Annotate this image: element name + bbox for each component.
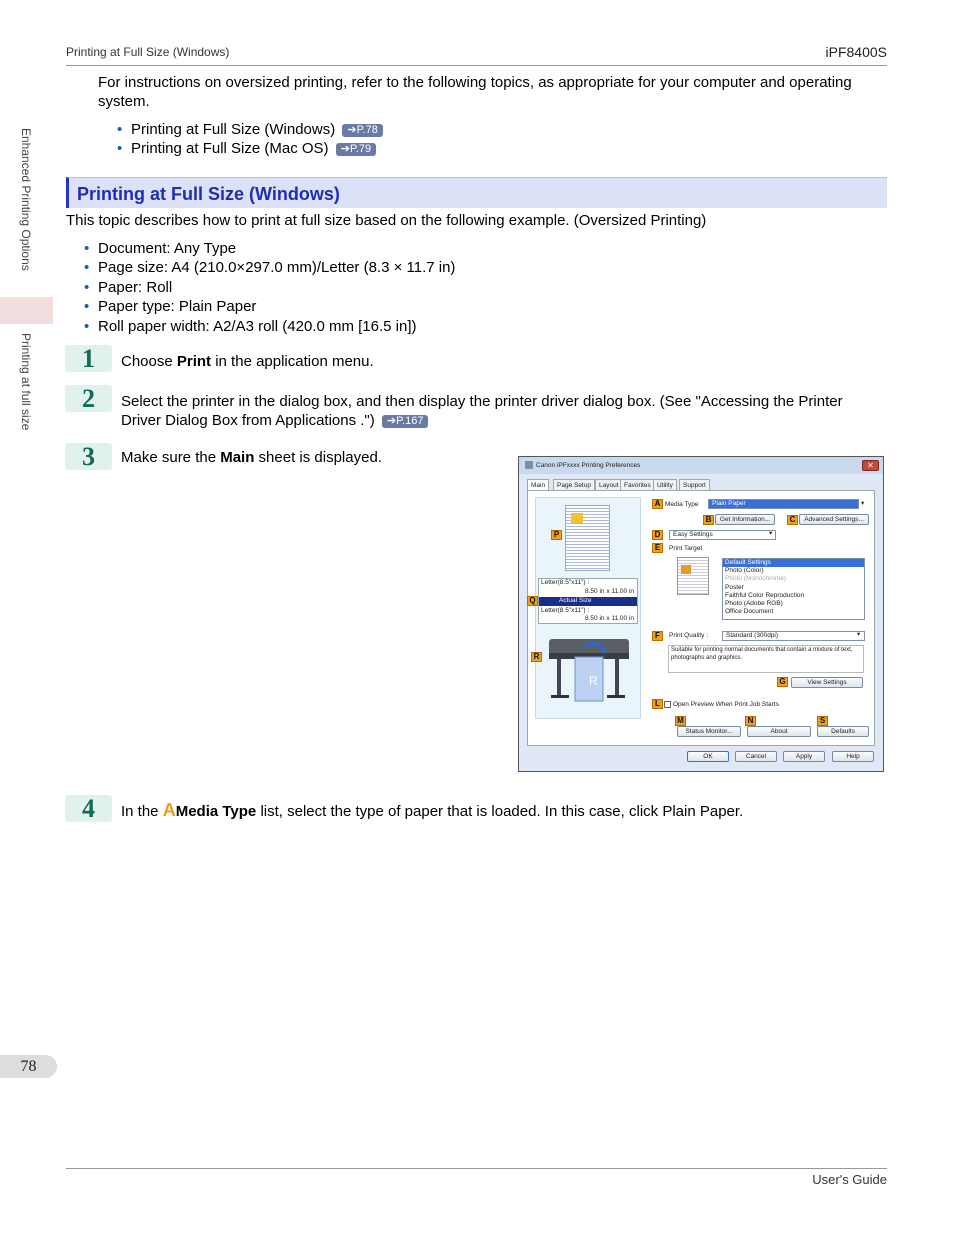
open-preview-label: Open Preview When Print Job Starts — [673, 701, 779, 708]
page-number: 78 — [0, 1055, 57, 1078]
defaults-button[interactable]: Defaults — [817, 726, 869, 737]
callout-label: A — [652, 499, 663, 509]
section-title: Printing at Full Size (Windows) — [77, 184, 340, 204]
step-number: 3 — [65, 443, 112, 470]
topic-link[interactable]: Printing at Full Size (Mac OS) — [131, 140, 329, 158]
step-number: 2 — [65, 385, 112, 412]
sidebar-chapter: Enhanced Printing Options — [19, 128, 33, 271]
size-text: Letter(8.5"x11") : — [541, 579, 590, 586]
cancel-button[interactable]: Cancel — [735, 751, 777, 762]
page-ref[interactable]: ➔P.79 — [336, 143, 376, 156]
view-settings-button[interactable]: View Settings — [791, 677, 863, 688]
callout-label: D — [652, 530, 663, 540]
header-divider — [66, 65, 887, 66]
example-item: • Paper type: Plain Paper — [83, 297, 455, 316]
topic-list — [116, 120, 383, 159]
sidebar-marker — [0, 297, 53, 324]
callout-label: L — [652, 699, 663, 709]
status-monitor-button[interactable]: Status Monitor... — [677, 726, 741, 737]
dialog-title: Canon iPFxxxx Printing Preferences — [536, 462, 641, 469]
step-text: In the AMedia Type list, select the type of paper that is loaded. In this case, click Plain Paper. — [121, 800, 744, 820]
size-text: 8.50 in x 11.00 in — [585, 615, 635, 622]
quality-description: Suitable for printing normal documents that contain a mixture of text, photographs and graphics. — [668, 645, 864, 673]
example-list — [83, 239, 455, 336]
callout-label: B — [703, 515, 714, 525]
example-item: • Document: Any Type — [83, 239, 455, 258]
apply-button[interactable]: Apply — [783, 751, 825, 762]
callout-letter: A — [162, 800, 176, 820]
callout-label: G — [777, 677, 788, 687]
size-text: 8.50 in x 11.00 in — [585, 588, 635, 595]
page-ref[interactable]: ➔P.78 — [342, 124, 382, 137]
intro-paragraph: For instructions on oversized printing, refer to the following topics, as appropriate for your computer and operating system. — [98, 74, 852, 110]
ok-button[interactable]: OK — [687, 751, 729, 762]
section-description: This topic describes how to print at full size based on the following example. (Oversized Printing) — [66, 212, 707, 229]
callout-label: N — [745, 716, 756, 726]
print-target-item[interactable]: Office Document — [725, 608, 774, 615]
topic-item — [116, 139, 383, 158]
example-item: • Page size: A4 (210.0×297.0 mm)/Letter (8.3 × 11.7 in) — [83, 258, 455, 277]
print-target-item[interactable]: Photo (Monochrome) — [725, 575, 787, 582]
callout-label: S — [817, 716, 828, 726]
callout-label: P — [551, 530, 562, 540]
print-target-label: Print Target — [669, 545, 703, 552]
image-thumbnail — [571, 513, 583, 523]
actual-size-row: Actual Size — [539, 597, 637, 606]
print-quality-label: Print Quality : — [669, 632, 709, 639]
open-preview-checkbox[interactable] — [664, 701, 671, 708]
image-thumbnail — [681, 565, 691, 574]
step-text: Choose Print in the application menu. — [121, 353, 374, 370]
callout-label: R — [531, 652, 542, 662]
close-icon[interactable]: ✕ — [862, 460, 879, 471]
model-name: iPF8400S — [825, 44, 887, 60]
get-information-button[interactable]: Get Information... — [715, 514, 775, 525]
topic-link[interactable]: Printing at Full Size (Windows) — [131, 121, 336, 138]
help-button[interactable]: Help — [832, 751, 874, 762]
media-type-select[interactable]: Plain Paper — [708, 499, 859, 509]
easy-settings-select[interactable]: Easy Settings — [669, 530, 776, 540]
print-quality-select[interactable]: Standard (300dpi) — [722, 631, 865, 641]
printer-icon — [525, 461, 533, 469]
tab-page-setup[interactable]: Page Setup — [553, 479, 595, 491]
tab-utility[interactable]: Utility — [653, 479, 677, 491]
chevron-down-icon: ▾ — [769, 530, 773, 537]
step-text: Make sure the Main sheet is displayed. — [121, 449, 382, 466]
chevron-down-icon: ▾ — [861, 500, 865, 507]
print-target-item[interactable]: Faithful Color Reproduction — [725, 592, 805, 599]
step-number: 1 — [65, 345, 112, 372]
tab-favorites[interactable]: Favorites — [620, 479, 655, 491]
target-preview — [677, 557, 709, 595]
callout-label: C — [787, 515, 798, 525]
tab-layout[interactable]: Layout — [595, 479, 623, 491]
chevron-down-icon: ▾ — [857, 631, 861, 638]
footer-guide-name: User's Guide — [812, 1172, 887, 1187]
tab-support[interactable]: Support — [679, 479, 710, 491]
example-item: • Paper: Roll — [83, 278, 455, 297]
step-text: Select the printer in the dialog box, and then display the printer driver dialog box. (See "Accessing the Printer Driver Dialog Box from Applications .") ➔P.167 — [121, 393, 843, 429]
topic-item — [116, 120, 383, 139]
print-target-item-selected[interactable]: Default Settings — [723, 559, 864, 567]
printer-preferences-dialog — [518, 456, 884, 772]
print-target-item[interactable]: Photo (Adobe RGB) — [725, 600, 783, 607]
callout-label: F — [652, 631, 663, 641]
media-type-label: Media Type — [665, 501, 699, 508]
tab-main[interactable]: Main — [527, 479, 549, 492]
step-number: 4 — [65, 795, 112, 822]
example-item: • Roll paper width: A2/A3 roll (420.0 mm [16.5 in]) — [83, 317, 455, 336]
svg-text:R: R — [589, 674, 598, 688]
advanced-settings-button[interactable]: Advanced Settings... — [799, 514, 869, 525]
printer-illustration — [545, 633, 639, 705]
print-target-item[interactable]: Poster — [725, 584, 744, 591]
callout-label: Q — [527, 596, 538, 606]
running-header-title: Printing at Full Size (Windows) — [66, 45, 230, 59]
size-text: Letter(8.5"x11") : — [541, 607, 590, 614]
callout-label: M — [675, 716, 686, 726]
sidebar-section: Printing at full size — [19, 333, 33, 431]
footer-divider — [66, 1168, 887, 1169]
page-ref[interactable]: ➔P.167 — [382, 415, 429, 428]
callout-label: E — [652, 543, 663, 553]
about-button[interactable]: About — [747, 726, 811, 737]
print-target-item[interactable]: Photo (Color) — [725, 567, 764, 574]
